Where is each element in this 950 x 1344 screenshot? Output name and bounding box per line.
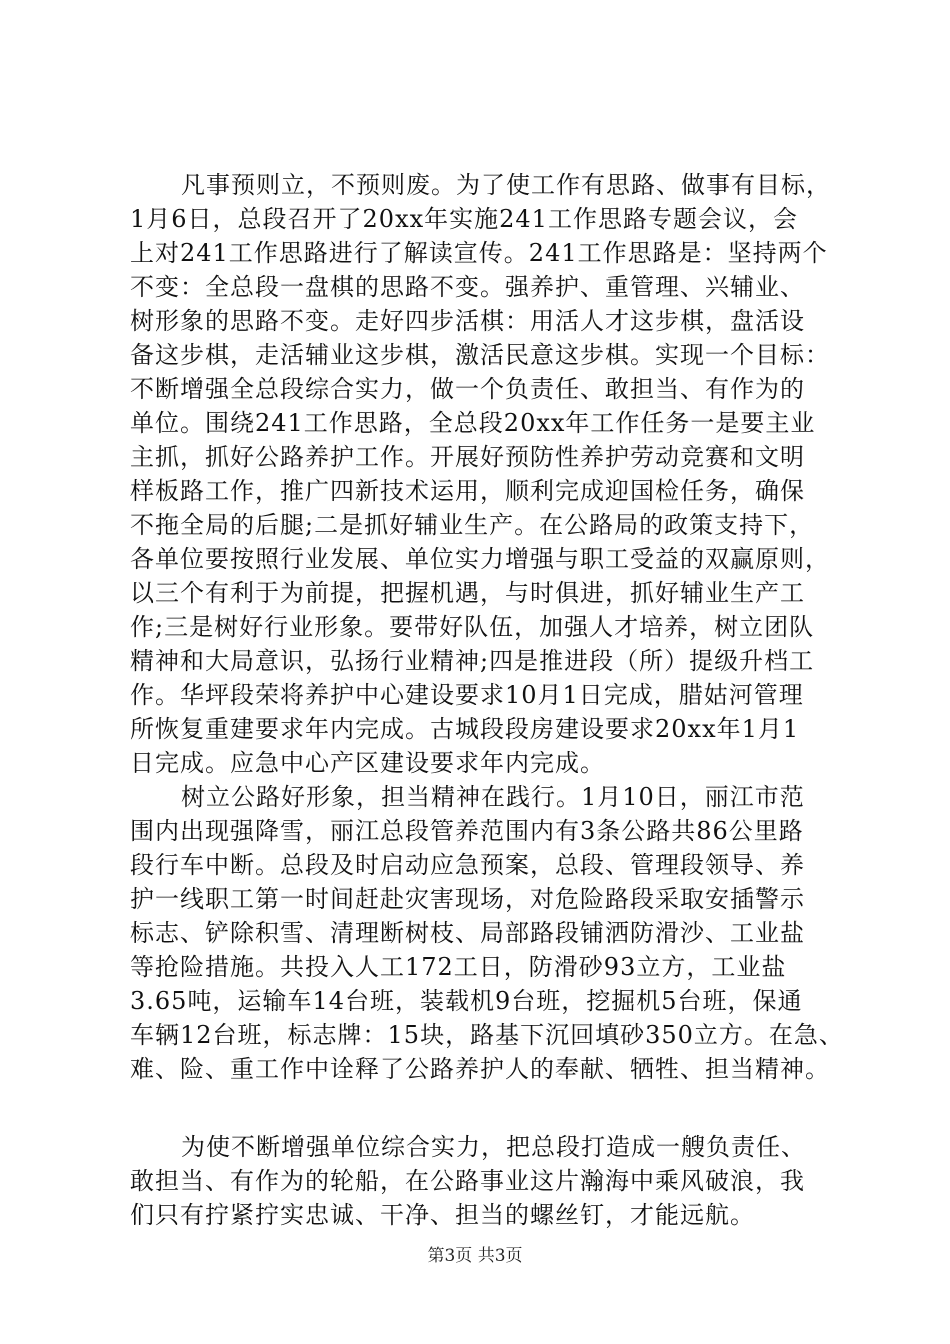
text-line: 3.65吨，运输车14台班，装载机9台班，挖掘机5台班，保通 (130, 987, 803, 1015)
text-line: 上对241工作思路进行了解读宣传。241工作思路是：坚持两个 (130, 239, 828, 267)
text-line: 树立公路好形象，担当精神在践行。1月10日，丽江市范 (181, 783, 805, 811)
text-line: 主抓，抓好公路养护工作。开展好预防性养护劳动竞赛和文明 (130, 443, 805, 471)
text-line: 段行车中断。总段及时启动应急预案，总段、管理段领导、养 (130, 851, 805, 879)
text-line: 所恢复重建要求年内完成。古城段段房建设要求20xx年1月1 (130, 715, 800, 743)
text-line: 不变：全总段一盘棋的思路不变。强养护、重管理、兴辅业、 (130, 273, 805, 301)
text-line: 们只有拧紧拧实忠诚、干净、担当的螺丝钉，才能远航。 (130, 1201, 755, 1229)
text-line: 树形象的思路不变。走好四步活棋：用活人才这步棋，盘活设 (130, 307, 805, 335)
text-line: 凡事预则立，不预则废。为了使工作有思路、做事有目标， (181, 171, 831, 199)
text-line: 车辆12台班，标志牌：15块，路基下沉回填砂350立方。在急、 (130, 1021, 844, 1049)
text-line: 护一线职工第一时间赶赴灾害现场，对危险路段采取安插警示 (130, 885, 805, 913)
text-line: 不断增强全总段综合实力，做一个负责任、敢担当、有作为的 (130, 375, 805, 403)
page-number-label: 第3页 共3页 (427, 1246, 523, 1266)
paragraph-3 (130, 1130, 852, 1232)
text-line: 为使不断增强单位综合实力，把总段打造成一艘负责任、 (181, 1133, 806, 1161)
text-line: 等抢险措施。共投入人工172工日，防滑砂93立方，工业盐 (130, 953, 787, 981)
document-body (130, 168, 852, 1232)
text-line: 单位。围绕241工作思路，全总段20xx年工作任务一是要主业 (130, 409, 816, 437)
text-line: 敢担当、有作为的轮船，在公路事业这片瀚海中乘风破浪，我 (130, 1167, 805, 1195)
text-line: 作。华坪段荣将养护中心建设要求10月1日完成，腊姑河管理 (130, 681, 804, 709)
text-line: 难、险、重工作中诠释了公路养护人的奉献、牺牲、担当精神。 (130, 1055, 830, 1083)
text-line: 精神和大局意识，弘扬行业精神;四是推进段（所）提级升档工 (130, 647, 815, 675)
paragraph-2 (130, 780, 852, 1086)
text-line: 日完成。应急中心产区建设要求年内完成。 (130, 749, 605, 777)
text-line: 作;三是树好行业形象。要带好队伍，加强人才培养，树立团队 (130, 613, 815, 641)
text-line: 以三个有利于为前提，把握机遇，与时俱进，抓好辅业生产工 (130, 579, 805, 607)
text-line: 1月6日，总段召开了20xx年实施241工作思路专题会议，会 (130, 205, 798, 233)
text-line: 标志、铲除积雪、清理断树枝、局部路段铺洒防滑沙、工业盐 (130, 919, 805, 947)
text-line: 样板路工作，推广四新技术运用，顺利完成迎国检任务，确保 (130, 477, 805, 505)
text-line: 备这步棋，走活辅业这步棋，激活民意这步棋。实现一个目标： (130, 341, 830, 369)
page-footer (0, 1245, 950, 1267)
text-line: 围内出现强降雪，丽江总段管养范围内有3条公路共86公里路 (130, 817, 804, 845)
paragraph-1 (130, 168, 852, 780)
text-line: 各单位要按照行业发展、单位实力增强与职工受益的双赢原则， (130, 545, 830, 573)
paragraph-spacer (130, 1086, 852, 1130)
text-line: 不拖全局的后腿;二是抓好辅业生产。在公路局的政策支持下， (130, 511, 815, 539)
